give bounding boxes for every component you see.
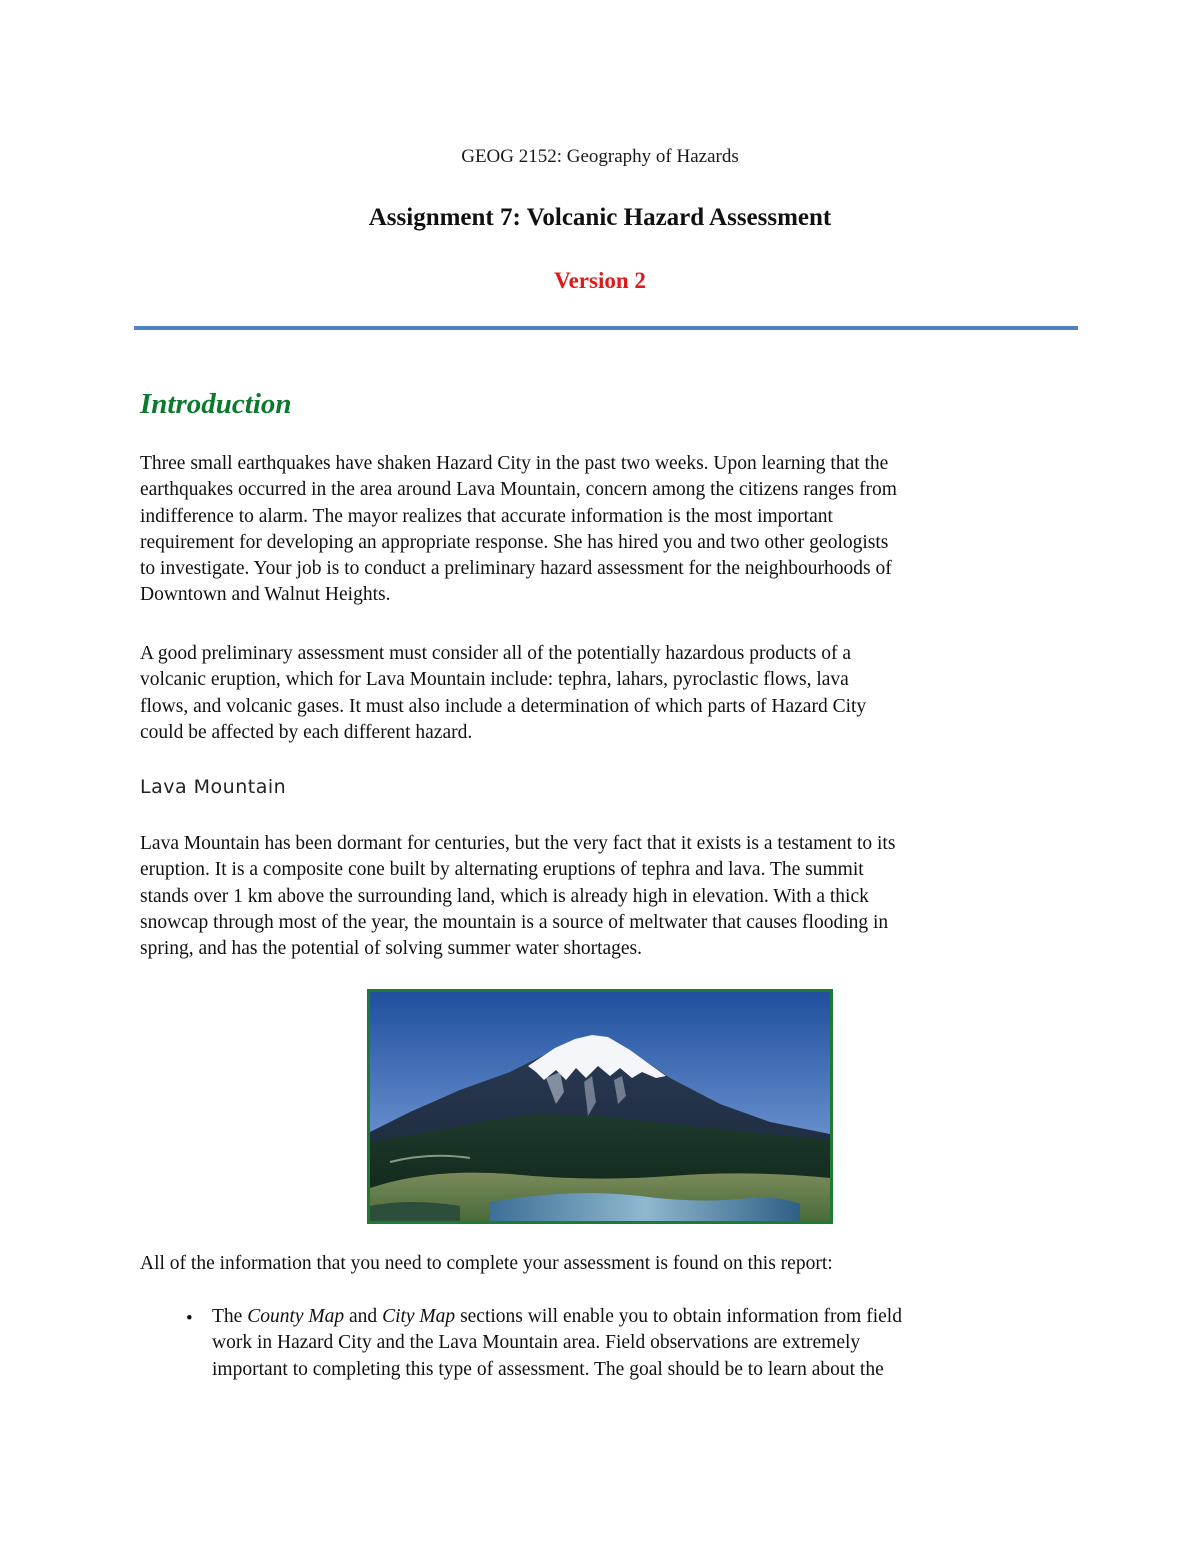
text-line: stands over 1 km above the surrounding land, which is already high in elevation. With a thick xyxy=(140,885,869,907)
text-line: indifference to alarm. The mayor realizes that accurate information is the most important xyxy=(140,505,833,527)
closing-paragraph xyxy=(140,1251,1070,1277)
text-line: could be affected by each different hazard. xyxy=(140,721,473,743)
bullet-icon: • xyxy=(186,1308,193,1329)
lava-mountain-photo xyxy=(367,989,833,1224)
county-map-reference: County Map xyxy=(247,1306,345,1327)
text-line: requirement for developing an appropriate response. She has hired you and two other geologists xyxy=(140,531,889,553)
introduction-paragraph-2 xyxy=(140,641,1070,746)
text-line: flows, and volcanic gases. It must also include a determination of which parts of Hazard City xyxy=(140,695,867,717)
lava-mountain-heading: Lava Mountain xyxy=(140,776,287,798)
text-line: earthquakes occurred in the area around Lava Mountain, concern among the citizens ranges from xyxy=(140,479,897,501)
text-run: The xyxy=(212,1306,248,1327)
city-map-reference: City Map xyxy=(382,1306,456,1327)
text-line: eruption. It is a composite cone built by alternating eruptions of tephra and lava. The summit xyxy=(140,859,864,881)
text-run: sections will enable you to obtain information from field xyxy=(455,1306,902,1327)
introduction-heading: Introduction xyxy=(140,388,292,420)
course-title: GEOG 2152: Geography of Hazards xyxy=(461,146,739,167)
text-line: volcanic eruption, which for Lava Mountain include: tephra, lahars, pyroclastic flows, lava xyxy=(140,669,849,691)
text-line: All of the information that you need to complete your assessment is found on this report: xyxy=(140,1253,833,1274)
assignment-title: Assignment 7: Volcanic Hazard Assessment xyxy=(368,204,832,231)
text-line: to investigate. Your job is to conduct a preliminary hazard assessment for the neighbourhoods of xyxy=(140,558,892,580)
bullet-item xyxy=(212,1304,1072,1383)
mountain-illustration xyxy=(370,992,830,1221)
text-line: Three small earthquakes have shaken Hazard City in the past two weeks. Upon learning that the xyxy=(140,453,889,474)
text-line: important to completing this type of assessment. The goal should be to learn about the xyxy=(212,1358,884,1380)
text-run: and xyxy=(344,1306,383,1327)
text-line: Downtown and Walnut Heights. xyxy=(140,584,391,606)
text-line: snowcap through most of the year, the mountain is a source of meltwater that causes flooding in xyxy=(140,911,889,933)
text-line: A good preliminary assessment must consider all of the potentially hazardous products of a xyxy=(140,643,852,664)
text-line: Lava Mountain has been dormant for centuries, but the very fact that it exists is a testament to its xyxy=(140,833,896,854)
text-line xyxy=(212,1304,1072,1330)
text-line: work in Hazard City and the Lava Mountain area. Field observations are extremely xyxy=(212,1332,861,1354)
lava-mountain-paragraph xyxy=(140,831,1070,962)
text-line: spring, and has the potential of solving summer water shortages. xyxy=(140,938,643,960)
title-divider xyxy=(134,326,1078,330)
version-label: Version 2 xyxy=(554,268,646,293)
introduction-paragraph-1 xyxy=(140,451,1070,609)
